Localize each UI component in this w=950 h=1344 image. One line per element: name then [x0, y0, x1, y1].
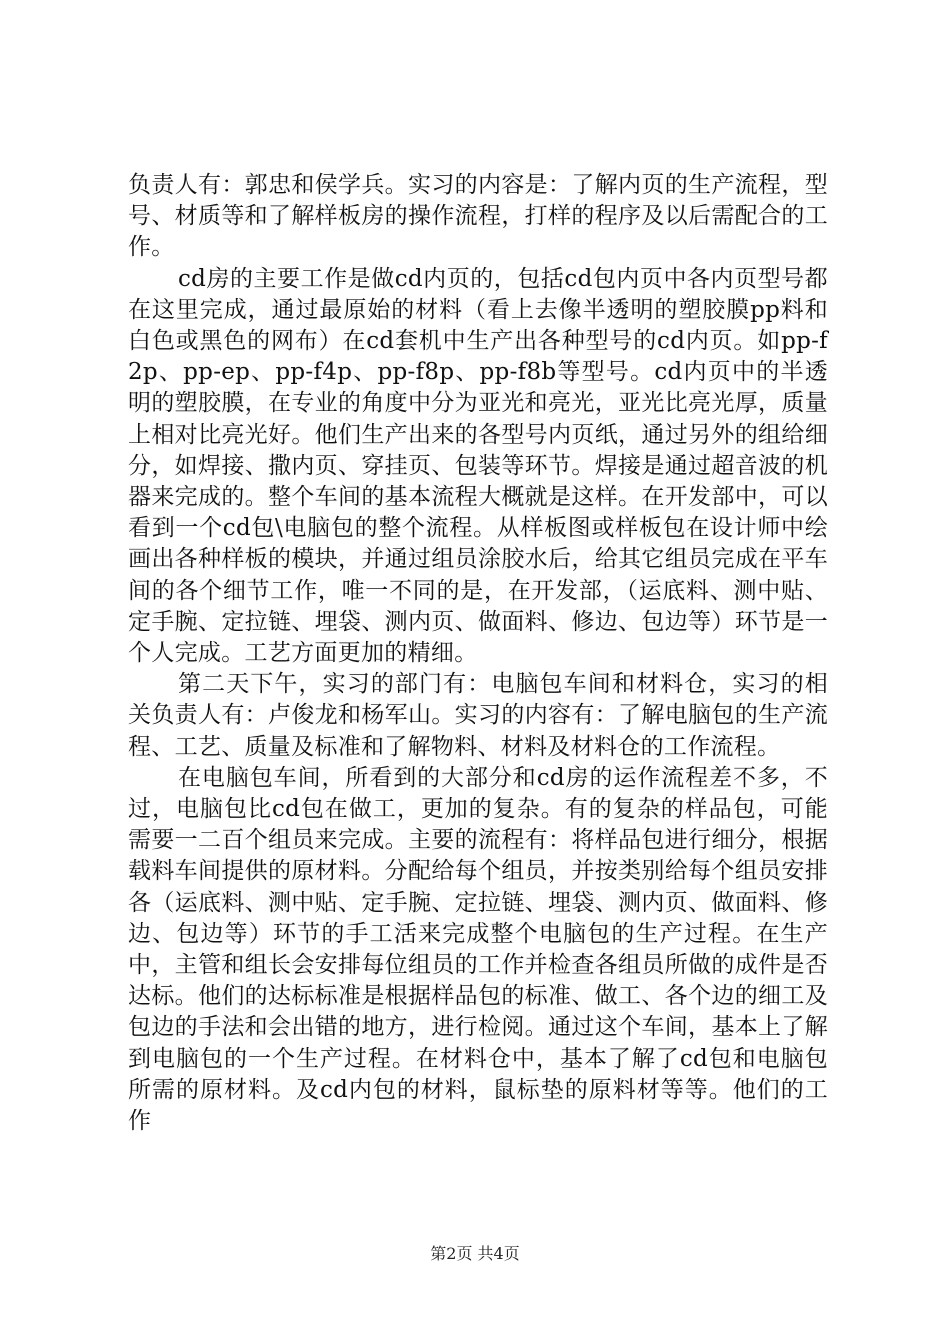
- document-body: [128, 170, 828, 1137]
- paragraph-2: cd房的主要工作是做cd内页的，包括cd包内页中各内页型号都在这里完成，通过最原始的材料（看上去像半透明的塑胶膜pp料和白色或黑色的网布）在cd套机中生产出各种型号的cd内页。如pp-f2p、pp-ep、pp-f4p、pp-f8p、pp-f8b等型号。cd内页中的半透明的塑胶膜，在专业的角度中分为亚光和亮光，亚光比亮光厚，质量上相对比亮光好。他们生产出来的各型号内页纸，通过另外的组给细分，如焊接、撒内页、穿挂页、包装等环节。焊接是通过超音波的机器来完成的。整个车间的基本流程大概就是这样。在开发部中，可以看到一个cd包\电脑包的整个流程。从样板图或样板包在设计师中绘画出各种样板的模块，并通过组员涂胶水后，给其它组员完成在平车间的各个细节工作，唯一不同的是，在开发部，（运底料、测中贴、定手腕、定拉链、埋袋、测内页、做面料、修边、包边等）环节是一个人完成。工艺方面更加的精细。: [128, 265, 828, 667]
- page-number-footer: 第2页 共4页: [430, 1244, 520, 1263]
- paragraph-3: 第二天下午，实习的部门有：电脑包车间和材料仓，实习的相关负责人有：卢俊龙和杨军山。实习的内容有：了解电脑包的生产流程、工艺、质量及标准和了解物料、材料及材料仓的工作流程。: [128, 671, 828, 760]
- paragraph-1: 负责人有：郭忠和侯学兵。实习的内容是：了解内页的生产流程，型号、材质等和了解样板房的操作流程，打样的程序及以后需配合的工作。: [128, 172, 828, 261]
- paragraph-4: 在电脑包车间，所看到的大部分和cd房的运作流程差不多，不过，电脑包比cd包在做工，更加的复杂。有的复杂的样品包，可能需要一二百个组员来完成。主要的流程有：将样品包进行细分，根据载料车间提供的原材料。分配给每个组员，并按类别给每个组员安排各（运底料、测中贴、定手腕、定拉链、埋袋、测内页、做面料、修边、包边等）环节的手工活来完成整个电脑包的生产过程。在生产中，主管和组长会安排每位组员的工作并检查各组员所做的成件是否达标。他们的达标标准是根据样品包的标准、做工、各个边的细工及包边的手法和会出错的地方，进行检阅。通过这个车间，基本上了解到电脑包的一个生产过程。在材料仓中，基本了解了cd包和电脑包所需的原材料。及cd内包的材料，鼠标垫的原料材等等。他们的工作: [128, 764, 828, 1135]
